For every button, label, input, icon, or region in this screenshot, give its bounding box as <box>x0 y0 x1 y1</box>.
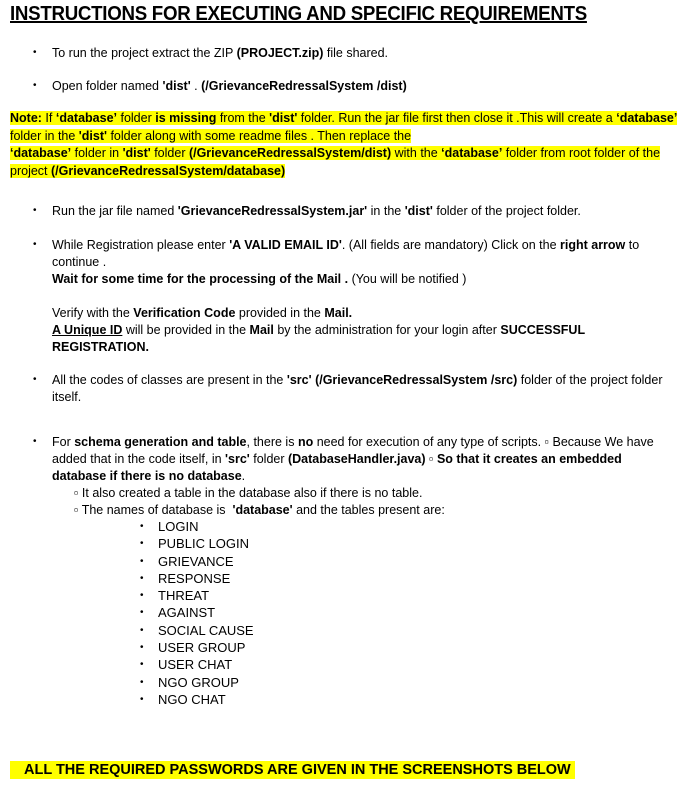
text: right arrow <box>560 238 626 252</box>
bullet-icon: • <box>33 205 37 216</box>
text: ‘database’ <box>441 146 503 161</box>
table-name: USER GROUP <box>158 640 246 656</box>
text: to continue . <box>52 238 640 269</box>
text: will be provided in the <box>122 323 250 337</box>
text: So that it creates an embedded database if there is no database <box>52 452 622 483</box>
instruction-src <box>52 372 664 406</box>
bullet-icon: • <box>140 676 144 688</box>
note-label: Note: <box>10 111 42 125</box>
table-name: LOGIN <box>158 519 199 534</box>
sub-item-database-names <box>74 502 445 519</box>
text: folder along with some readme files . Then replace the <box>106 128 412 143</box>
text: folder <box>150 146 189 161</box>
table-name: PUBLIC LOGIN <box>158 536 250 552</box>
bullet-icon: • <box>140 555 144 567</box>
text: folder of the project folder. <box>432 204 581 218</box>
bullet-icon: • <box>140 572 144 584</box>
text: folder <box>117 111 156 125</box>
page-title: INSTRUCTIONS FOR EXECUTING AND SPECIFIC REQUIREMENTS <box>10 3 587 25</box>
text: . (All fields are mandatory) Click on the <box>341 238 560 252</box>
table-name: USER CHAT <box>158 657 233 673</box>
sub-bullet-icon: ▫ <box>74 503 79 517</box>
folder-name: 'dist' <box>162 79 191 93</box>
bullet-icon: • <box>140 607 144 619</box>
text: For <box>52 435 75 449</box>
text: The names of database is <box>81 503 233 517</box>
text: 'dist' <box>269 111 298 125</box>
text: 'dist' <box>122 146 151 161</box>
bullet-icon: • <box>33 436 37 447</box>
bullet-icon: • <box>33 47 37 58</box>
text: no <box>297 435 314 449</box>
text: (/GrievanceRedressalSystem/dist) <box>188 146 392 161</box>
text: (/GrievanceRedressalSystem /src) <box>315 373 518 387</box>
instruction-registration <box>52 237 664 356</box>
instruction-run-jar <box>52 203 664 220</box>
text: (/GrievanceRedressalSystem/database) <box>51 163 286 178</box>
bullet-icon: • <box>33 374 37 385</box>
text: 'src' <box>286 373 312 387</box>
text: 'database' <box>232 503 293 517</box>
text: ‘database’ <box>55 111 117 125</box>
text: folder in <box>71 146 123 161</box>
bullet-icon: • <box>140 693 144 705</box>
jar-name: 'GrievanceRedressalSystem.jar' <box>177 204 368 218</box>
text: 'src' <box>225 452 250 466</box>
folder-name: 'dist' <box>404 204 433 218</box>
text: 'A VALID EMAIL ID' <box>229 238 342 252</box>
text: While Registration please enter <box>52 238 230 252</box>
text: provided in the <box>235 306 325 320</box>
text: . <box>241 469 246 483</box>
bullet-icon: • <box>140 521 144 532</box>
text: Run the jar file named <box>52 204 178 218</box>
text: If <box>41 111 56 125</box>
instruction-schema <box>52 434 664 485</box>
table-name: AGAINST <box>158 605 216 621</box>
zip-name: (PROJECT.zip) <box>236 46 324 60</box>
table-name: THREAT <box>158 588 210 604</box>
text: Mail. <box>324 306 353 320</box>
folder-path: (/GrievanceRedressalSystem /dist) <box>201 79 407 93</box>
text: folder. Run the jar file first then close it .This will create a <box>297 111 617 125</box>
text: need for execution of any type of scripts. ▫ Because We have added that in the code itself, in <box>52 435 654 466</box>
bullet-icon: • <box>33 239 37 250</box>
text: Mail <box>249 323 274 337</box>
table-name: GRIEVANCE <box>158 553 234 569</box>
instruction-extract <box>52 45 664 62</box>
sub-bullet-icon: ▫ <box>74 486 79 500</box>
text: folder <box>249 452 288 466</box>
text: . <box>190 79 202 93</box>
sub-item-create-table <box>74 485 422 502</box>
text: (DatabaseHandler.java) <box>287 452 426 466</box>
text: in the <box>367 204 405 218</box>
text: folder in the <box>10 128 79 143</box>
text: and the tables present are: <box>292 503 445 517</box>
instruction-open-dist <box>52 78 664 95</box>
text: Verification Code <box>133 306 236 320</box>
text: by the administration for your login after <box>273 323 501 337</box>
text: ▫ <box>425 452 437 466</box>
text: To run the project extract the ZIP <box>52 46 237 60</box>
bullet-icon: • <box>33 80 37 91</box>
text: SUCCESSFUL REGISTRATION. <box>52 323 585 354</box>
text: folder from root folder of the project <box>10 146 661 178</box>
text: It also created a table in the database also if there is no table. <box>81 486 423 500</box>
text: , there is <box>246 435 298 449</box>
text: with the <box>391 146 442 161</box>
table-name: NGO GROUP <box>158 674 239 690</box>
bullet-icon: • <box>140 590 144 602</box>
table-name: SOCIAL CAUSE <box>158 622 254 638</box>
bullet-icon: • <box>140 538 144 550</box>
note-paragraph <box>10 110 680 180</box>
text: schema generation and table <box>74 435 247 449</box>
text: from the <box>216 111 270 125</box>
text: Open folder named <box>52 79 163 93</box>
table-name: NGO CHAT <box>158 691 226 707</box>
text: ‘database’ <box>10 146 72 161</box>
text: (You will be notified ) <box>348 272 467 286</box>
text: is missing <box>155 111 217 125</box>
text: folder of the project folder itself. <box>52 373 663 404</box>
table-name: RESPONSE <box>158 570 231 586</box>
text: ‘database’ <box>616 111 678 125</box>
bullet-icon: • <box>140 659 144 671</box>
bullet-icon: • <box>140 642 144 654</box>
text: Wait for some time for the processing of the Mail . <box>52 272 349 286</box>
footer-banner: ALL THE REQUIRED PASSWORDS ARE GIVEN IN THE SCREENSHOTS BELOW <box>10 761 575 779</box>
text: file shared. <box>323 46 389 60</box>
text: All the codes of classes are present in the <box>52 373 287 387</box>
text: A Unique ID <box>52 323 123 337</box>
text: Verify with the <box>52 306 134 320</box>
bullet-icon: • <box>140 624 144 636</box>
text: 'dist' <box>78 128 107 143</box>
